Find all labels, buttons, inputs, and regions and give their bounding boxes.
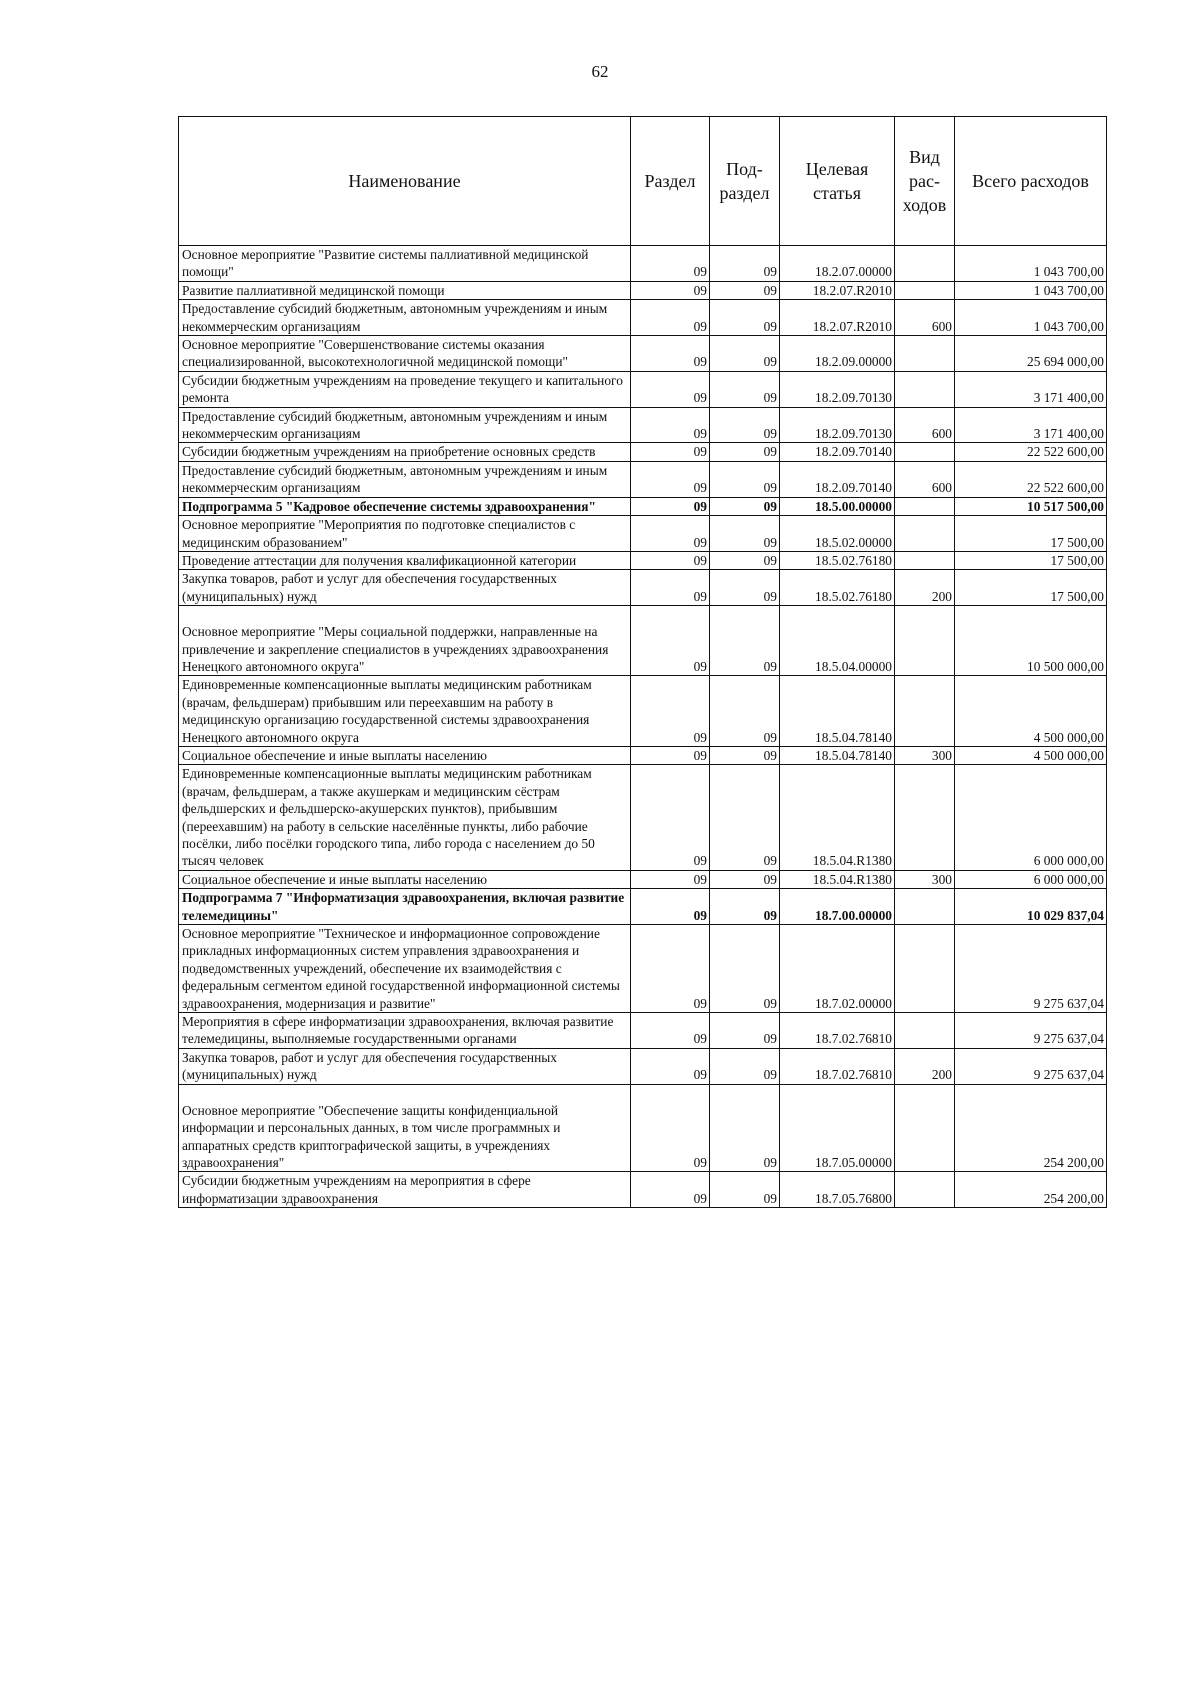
row-section-cell: 09 [631,443,710,461]
row-kind-cell [895,497,955,515]
table-row [179,606,1107,676]
row-target-cell: 18.5.00.00000 [780,497,895,515]
row-total-cell: 17 500,00 [955,516,1107,552]
header-total: Всего расходов [955,117,1107,246]
table-row [179,870,1107,888]
row-target-cell: 18.5.04.00000 [780,606,895,676]
row-section-cell: 09 [631,870,710,888]
row-section-cell: 09 [631,516,710,552]
row-subsection-cell: 09 [710,606,780,676]
header-kind-line: Вид [909,146,940,167]
row-subsection-cell: 09 [710,746,780,764]
header-kind-line: рас- [909,170,940,191]
row-section-cell: 09 [631,551,710,569]
row-total-cell: 25 694 000,00 [955,336,1107,372]
row-target-cell: 18.2.07.R2010 [780,281,895,299]
row-subsection-cell: 09 [710,889,780,925]
row-kind-cell [895,889,955,925]
row-target-cell: 18.7.05.76800 [780,1172,895,1208]
row-kind-cell [895,925,955,1013]
row-name-cell: Основное мероприятие "Совершенствование системы оказания специализированной, высокотехнологичной медицинской помощи" [179,336,631,372]
row-kind-cell [895,1084,955,1172]
row-target-cell: 18.2.09.70140 [780,443,895,461]
row-total-cell: 6 000 000,00 [955,870,1107,888]
row-total-cell: 9 275 637,04 [955,1013,1107,1049]
row-kind-cell [895,246,955,282]
table-row [179,246,1107,282]
row-kind-cell [895,1172,955,1208]
row-target-cell: 18.5.04.78140 [780,676,895,747]
row-subsection-cell: 09 [710,551,780,569]
table-row [179,925,1107,1013]
header-subsection [710,117,780,246]
row-section-cell: 09 [631,336,710,372]
row-subsection-cell: 09 [710,925,780,1013]
table-row [179,1084,1107,1172]
table-row [179,765,1107,870]
row-section-cell: 09 [631,407,710,443]
row-target-cell: 18.5.02.00000 [780,516,895,552]
row-kind-cell: 200 [895,1048,955,1084]
table-row [179,407,1107,443]
row-section-cell: 09 [631,746,710,764]
row-total-cell: 17 500,00 [955,551,1107,569]
table-row [179,497,1107,515]
row-target-cell: 18.2.07.R2010 [780,300,895,336]
row-target-cell: 18.2.07.00000 [780,246,895,282]
row-kind-cell: 300 [895,870,955,888]
table-row [179,461,1107,497]
row-subsection-cell: 09 [710,371,780,407]
table-row [179,443,1107,461]
row-subsection-cell: 09 [710,443,780,461]
row-target-cell: 18.7.02.76810 [780,1048,895,1084]
row-subsection-cell: 09 [710,765,780,870]
row-target-cell: 18.2.09.00000 [780,336,895,372]
row-kind-cell [895,443,955,461]
row-target-cell: 18.5.02.76180 [780,570,895,606]
row-section-cell: 09 [631,300,710,336]
table-row [179,516,1107,552]
row-name-cell: Субсидии бюджетным учреждениям на проведение текущего и капитального ремонта [179,371,631,407]
row-subsection-cell: 09 [710,461,780,497]
row-target-cell: 18.2.09.70140 [780,461,895,497]
row-section-cell: 09 [631,371,710,407]
row-target-cell: 18.2.09.70130 [780,407,895,443]
row-section-cell: 09 [631,1172,710,1208]
row-total-cell: 6 000 000,00 [955,765,1107,870]
table-row [179,336,1107,372]
row-name-cell: Предоставление субсидий бюджетным, автономным учреждениям и иным некоммерческим организациям [179,407,631,443]
row-section-cell: 09 [631,925,710,1013]
header-subsection-line: раздел [719,183,770,203]
row-section-cell: 09 [631,676,710,747]
table-row [179,570,1107,606]
row-name-cell: Субсидии бюджетным учреждениям на мероприятия в сфере информатизации здравоохранения [179,1172,631,1208]
row-subsection-cell: 09 [710,1172,780,1208]
row-kind-cell [895,371,955,407]
row-subsection-cell: 09 [710,516,780,552]
header-kind [895,117,955,246]
header-target [780,117,895,246]
row-section-cell: 09 [631,889,710,925]
row-total-cell: 9 275 637,04 [955,925,1107,1013]
row-total-cell: 254 200,00 [955,1084,1107,1172]
table-row [179,551,1107,569]
row-kind-cell [895,516,955,552]
row-kind-cell [895,606,955,676]
table-row [179,281,1107,299]
row-total-cell: 10 517 500,00 [955,497,1107,515]
row-total-cell: 254 200,00 [955,1172,1107,1208]
row-subsection-cell: 09 [710,246,780,282]
table-body [179,246,1107,1208]
row-subsection-cell: 09 [710,1048,780,1084]
row-section-cell: 09 [631,497,710,515]
row-subsection-cell: 09 [710,570,780,606]
row-kind-cell: 200 [895,570,955,606]
row-kind-cell [895,676,955,747]
row-total-cell: 10 500 000,00 [955,606,1107,676]
table-row [179,1048,1107,1084]
row-subsection-cell: 09 [710,336,780,372]
row-section-cell: 09 [631,1013,710,1049]
row-target-cell: 18.2.09.70130 [780,371,895,407]
row-kind-cell [895,1013,955,1049]
row-name-cell: Подпрограмма 7 "Информатизация здравоохранения, включая развитие телемедицины" [179,889,631,925]
row-target-cell: 18.5.04.R1380 [780,870,895,888]
row-target-cell: 18.5.02.76180 [780,551,895,569]
row-kind-cell: 300 [895,746,955,764]
row-section-cell: 09 [631,461,710,497]
table-header-row [179,117,1107,246]
row-name-cell: Единовременные компенсационные выплаты медицинским работникам (врачам, фельдшерам, а также акушеркам и медицинским сёстрам фельдшерских и фельдшерско-акушерских пунктов), прибывшим (переехавшим) на работу в сельские населённые пункты, либо рабочие посёлки, либо посёлки городского типа, либо города с населением до 50 тысяч человек [179,765,631,870]
row-name-cell: Субсидии бюджетным учреждениям на приобретение основных средств [179,443,631,461]
row-subsection-cell: 09 [710,497,780,515]
row-section-cell: 09 [631,281,710,299]
table-row [179,889,1107,925]
row-kind-cell [895,765,955,870]
row-name-cell: Предоставление субсидий бюджетным, автономным учреждениям и иным некоммерческим организациям [179,300,631,336]
row-section-cell: 09 [631,1048,710,1084]
table-row [179,300,1107,336]
row-name-cell: Основное мероприятие "Техническое и информационное сопровождение прикладных информационных систем управления здравоохранения и подведомственных учреждений, обеспечение их взаимодействия с федеральным сегментом единой государственной информационной системы здравоохранения, модернизация и развитие" [179,925,631,1013]
row-subsection-cell: 09 [710,870,780,888]
row-subsection-cell: 09 [710,1013,780,1049]
row-name-cell: Основное мероприятие "Мероприятия по подготовке специалистов с медицинским образованием" [179,516,631,552]
row-name-cell: Единовременные компенсационные выплаты медицинским работникам (врачам, фельдшерам) прибывшим или переехавшим на работу в медицинскую организацию государственной системы здравоохранения Ненецкого автономного округа [179,676,631,747]
row-kind-cell: 600 [895,461,955,497]
row-total-cell: 1 043 700,00 [955,246,1107,282]
row-kind-cell [895,281,955,299]
row-total-cell: 4 500 000,00 [955,676,1107,747]
row-name-cell: Основное мероприятие "Обеспечение защиты конфиденциальной информации и персональных данных, в том числе программных и аппаратных средств криптографической защиты, в учреждениях здравоохранения" [179,1084,631,1172]
row-name-cell: Мероприятия в сфере информатизации здравоохранения, включая развитие телемедицины, выполняемые государственными органами [179,1013,631,1049]
row-kind-cell [895,551,955,569]
row-section-cell: 09 [631,606,710,676]
row-name-cell: Основное мероприятие "Развитие системы паллиативной медицинской помощи" [179,246,631,282]
row-target-cell: 18.5.04.78140 [780,746,895,764]
row-total-cell: 22 522 600,00 [955,443,1107,461]
row-name-cell: Социальное обеспечение и иные выплаты населению [179,870,631,888]
row-section-cell: 09 [631,1084,710,1172]
row-subsection-cell: 09 [710,281,780,299]
row-kind-cell: 600 [895,407,955,443]
page-number: 62 [591,62,609,81]
row-name-cell: Основное мероприятие "Меры социальной поддержки, направленные на привлечение и закрепление специалистов в учреждениях здравоохранения Ненецкого автономного округа" [179,606,631,676]
row-target-cell: 18.7.00.00000 [780,889,895,925]
row-section-cell: 09 [631,765,710,870]
row-name-cell: Предоставление субсидий бюджетным, автономным учреждениям и иным некоммерческим организациям [179,461,631,497]
row-total-cell: 3 171 400,00 [955,407,1107,443]
header-target-line: статья [813,183,861,203]
row-section-cell: 09 [631,246,710,282]
header-kind-line: ходов [902,195,947,216]
row-target-cell: 18.7.02.00000 [780,925,895,1013]
row-name-cell: Закупка товаров, работ и услуг для обеспечения государственных (муниципальных) нужд [179,570,631,606]
row-name-cell: Социальное обеспечение и иные выплаты населению [179,746,631,764]
row-subsection-cell: 09 [710,407,780,443]
row-target-cell: 18.7.02.76810 [780,1013,895,1049]
table-row [179,746,1107,764]
table-row [179,1013,1107,1049]
row-kind-cell [895,336,955,372]
budget-table [178,116,1107,1208]
header-section: Раздел [631,117,710,246]
row-total-cell: 3 171 400,00 [955,371,1107,407]
row-total-cell: 1 043 700,00 [955,281,1107,299]
row-name-cell: Закупка товаров, работ и услуг для обеспечения государственных (муниципальных) нужд [179,1048,631,1084]
row-subsection-cell: 09 [710,1084,780,1172]
row-total-cell: 9 275 637,04 [955,1048,1107,1084]
row-name-cell: Подпрограмма 5 "Кадровое обеспечение системы здравоохранения" [179,497,631,515]
row-kind-cell: 600 [895,300,955,336]
row-total-cell: 1 043 700,00 [955,300,1107,336]
row-total-cell: 17 500,00 [955,570,1107,606]
row-section-cell: 09 [631,570,710,606]
row-target-cell: 18.5.04.R1380 [780,765,895,870]
table-row [179,1172,1107,1208]
row-target-cell: 18.7.05.00000 [780,1084,895,1172]
table-row [179,676,1107,747]
row-subsection-cell: 09 [710,676,780,747]
header-target-line: Целевая [805,158,869,179]
row-total-cell: 22 522 600,00 [955,461,1107,497]
row-total-cell: 4 500 000,00 [955,746,1107,764]
row-subsection-cell: 09 [710,300,780,336]
row-name-cell: Развитие паллиативной медицинской помощи [179,281,631,299]
header-name: Наименование [179,117,631,246]
row-name-cell: Проведение аттестации для получения квалификационной категории [179,551,631,569]
header-subsection-line: Под- [726,158,763,179]
table-row [179,371,1107,407]
row-total-cell: 10 029 837,04 [955,889,1107,925]
